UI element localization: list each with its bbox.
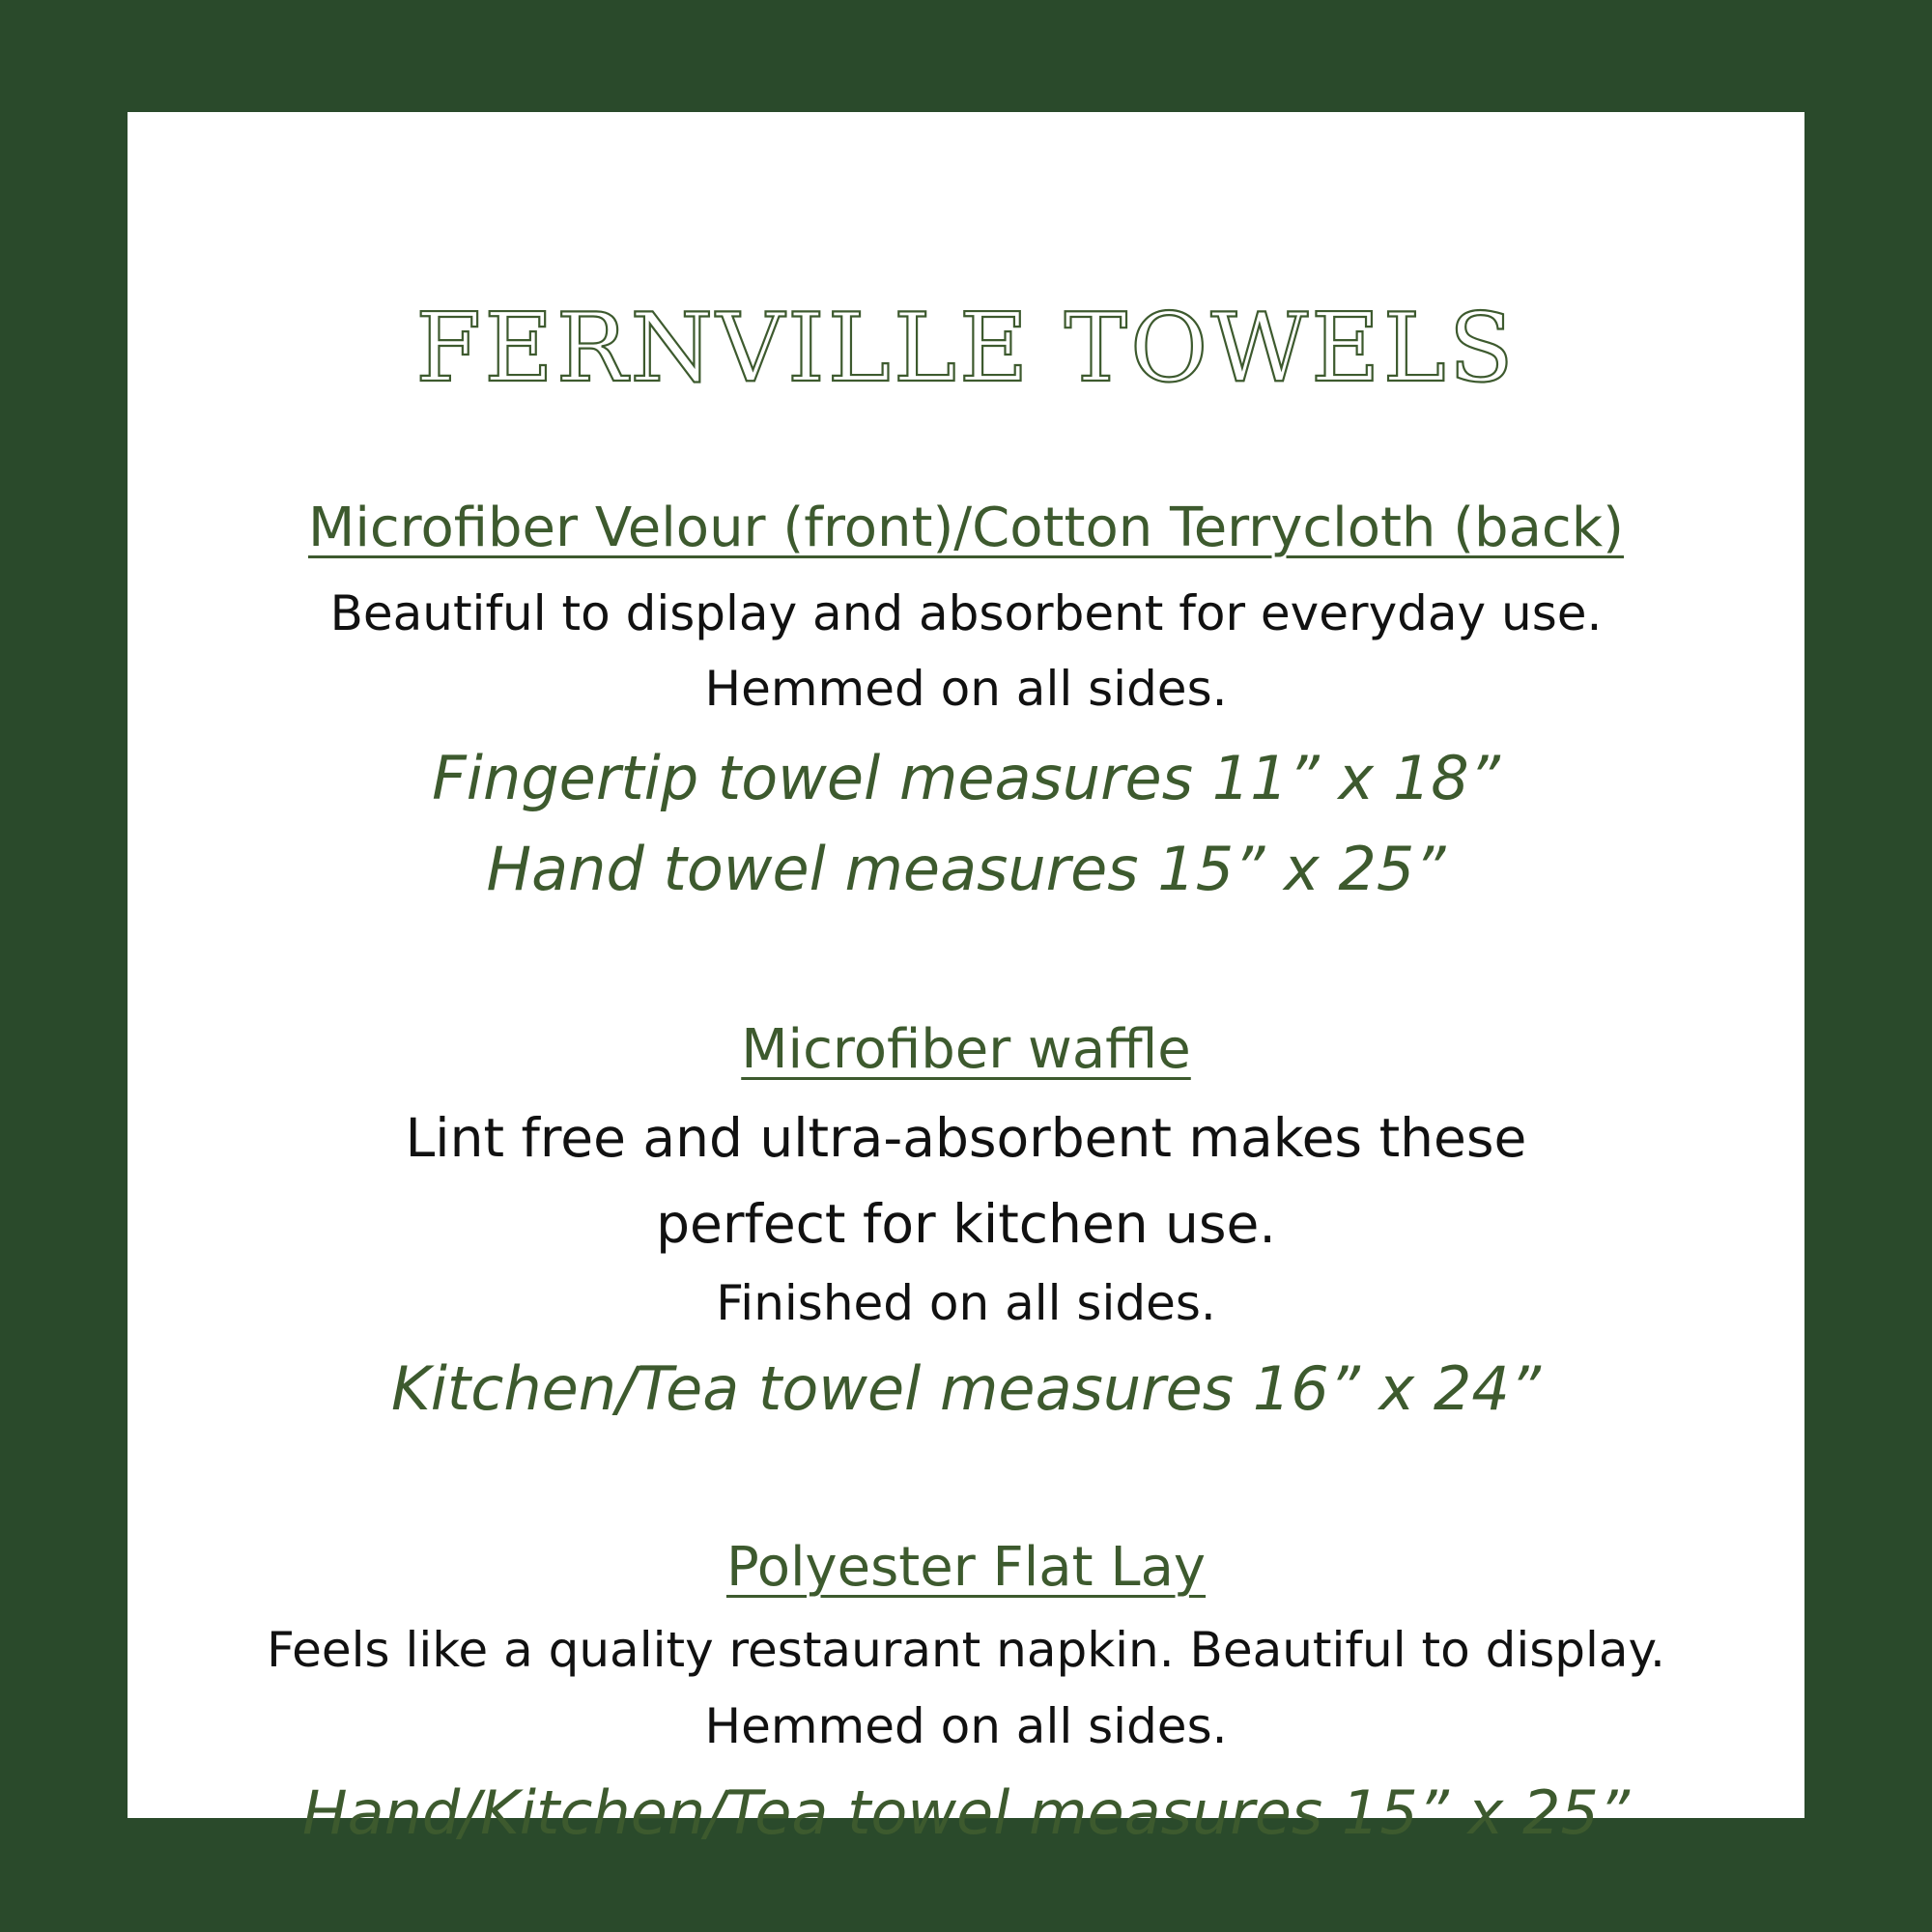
brand-title: FERNVILLE TOWELS	[415, 294, 1517, 404]
section-text-polyester-1: Feels like a quality restaurant napkin. Beautiful to display.	[267, 1622, 1665, 1678]
measure-hand-kitchen-tea-towel: Hand/Kitchen/Tea towel measures 15” x 25”	[301, 1777, 1631, 1848]
measure-hand-towel: Hand towel measures 15” x 25”	[486, 834, 1446, 904]
section-text-velour-2: Hemmed on all sides.	[704, 661, 1228, 717]
section-text-waffle-1: Lint free and ultra-absorbent makes these	[405, 1107, 1527, 1169]
measure-fingertip-towel: Fingertip towel measures 11” x 18”	[432, 743, 1500, 813]
measure-kitchen-tea-towel: Kitchen/Tea towel measures 16” x 24”	[391, 1353, 1541, 1424]
section-text-waffle-2: perfect for kitchen use.	[656, 1193, 1276, 1255]
section-text-waffle-3: Finished on all sides.	[716, 1275, 1216, 1331]
section-heading-velour: Microfiber Velour (front)/Cotton Terrycloth (back)	[308, 497, 1624, 559]
content-panel	[128, 112, 1804, 1848]
section-heading-waffle: Microfiber waffle	[741, 1018, 1191, 1081]
section-text-velour-1: Beautiful to display and absorbent for everyday use.	[329, 585, 1603, 641]
section-heading-polyester: Polyester Flat Lay	[725, 1536, 1207, 1599]
section-text-polyester-2: Hemmed on all sides.	[704, 1698, 1228, 1754]
